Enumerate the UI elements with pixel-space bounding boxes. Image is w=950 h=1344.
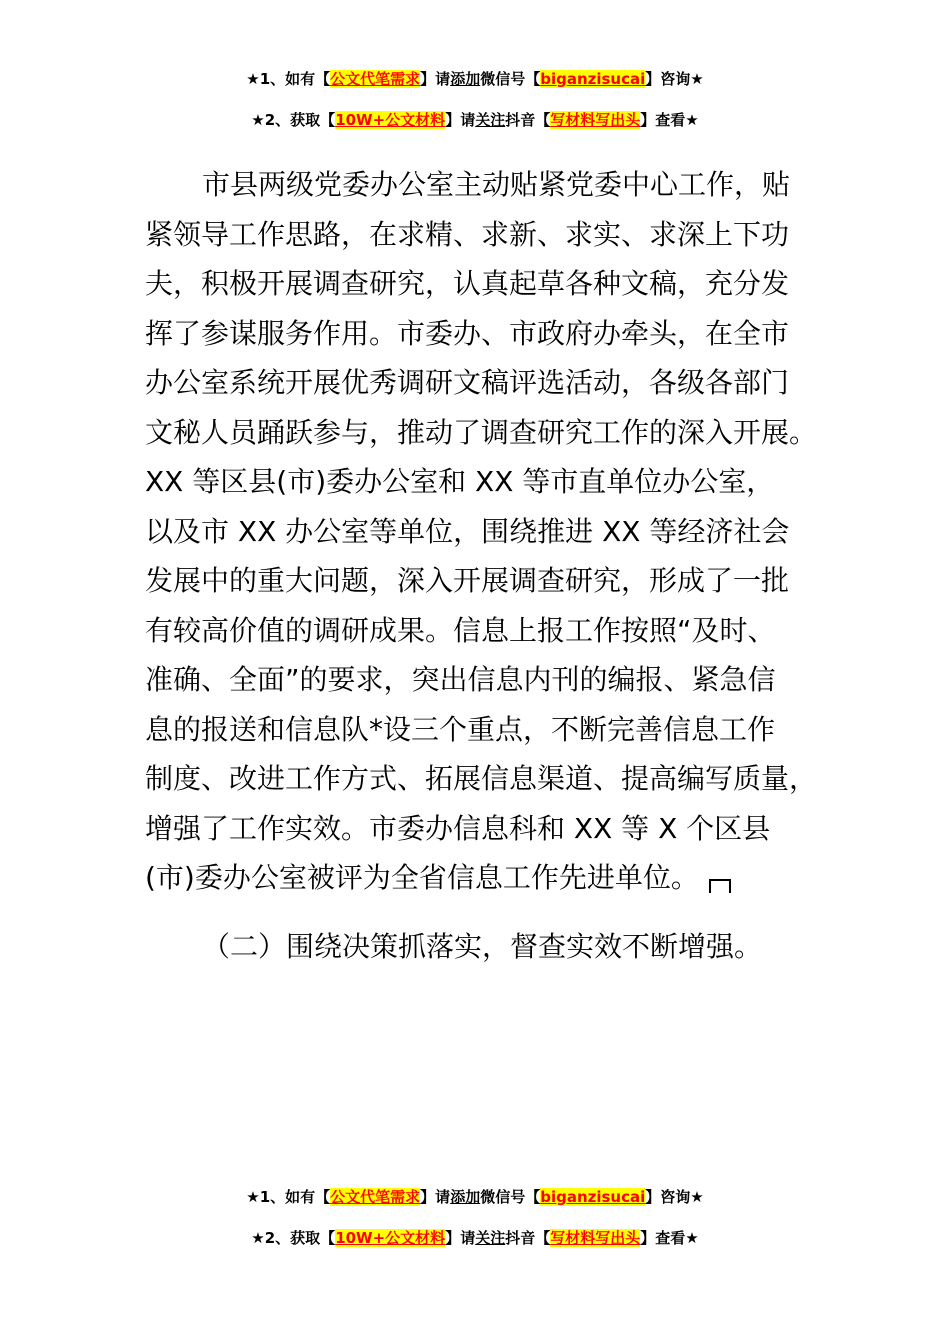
promo-text: ★2、获取【 <box>251 111 336 129</box>
promo-text: 】咨询★ <box>645 1188 704 1206</box>
paragraph-line: 有较高价值的调研成果。信息上报工作按照“及时、 <box>145 613 776 647</box>
promo-text: 】查看★ <box>640 111 699 129</box>
promo-text: ★1、如有【 <box>246 1188 331 1206</box>
promo-text: 】查看★ <box>640 1229 699 1247</box>
header-promo-line-2 <box>0 109 950 131</box>
header-promo-2 <box>0 109 950 131</box>
body-paragraph <box>145 160 835 903</box>
promo-highlight: 写材料写出头 <box>550 111 641 129</box>
promo-highlight: 10W+公文材料 <box>335 1229 446 1247</box>
paragraph-line: XX 等区县(市)委办公室和 XX 等市直单位办公室， <box>145 465 775 498</box>
promo-underline: 关注 <box>475 111 506 129</box>
promo-text: 】请 <box>445 1229 476 1247</box>
promo-highlight: 写材料写出头 <box>550 1229 641 1247</box>
section-heading: （二）围绕决策抓落实，督查实效不断增强。 <box>202 930 763 963</box>
footer-promo-2 <box>0 1227 950 1249</box>
promo-text: 抖音【 <box>505 1229 551 1247</box>
paragraph-line: 发展中的重大问题，深入开展调查研究，形成了一批 <box>145 564 790 597</box>
promo-highlight: biganzisucai <box>540 70 646 88</box>
paragraph-end-mark-icon <box>709 879 731 893</box>
promo-highlight: 10W+公文材料 <box>335 111 446 129</box>
promo-text: 微信号【 <box>480 1188 541 1206</box>
paragraph-line: 息的报送和信息队*设三个重点，不断完善信息工作 <box>145 712 776 746</box>
promo-underline: 添加 <box>450 1188 481 1206</box>
paragraph-line: 制度、改进工作方式、拓展信息渠道、提高编写质量， <box>145 762 818 795</box>
promo-text: 】请 <box>420 1188 451 1206</box>
paragraph-line-last <box>145 853 835 903</box>
promo-underline: 添加 <box>450 70 481 88</box>
paragraph-line: 以及市 XX 办公室等单位，围绕推进 XX 等经济社会 <box>145 514 790 548</box>
promo-highlight: 公文代笔需求 <box>330 70 421 88</box>
header-promo <box>0 68 950 90</box>
header-promo-line-1 <box>0 68 950 90</box>
paragraph-line-text: (市)委办公室被评为全省信息工作先进单位。 <box>145 861 699 894</box>
paragraph-line: 紧领导工作思路，在求精、求新、求实、求深上下功 <box>145 217 790 251</box>
promo-text: 微信号【 <box>480 70 541 88</box>
promo-text: 】请 <box>445 111 476 129</box>
paragraph-line: 夫，积极开展调查研究，认真起草各种文稿，充分发 <box>145 267 790 300</box>
footer-promo-line-2 <box>0 1227 950 1249</box>
promo-text: 】请 <box>420 70 451 88</box>
promo-text: 抖音【 <box>505 111 551 129</box>
promo-text: 】咨询★ <box>645 70 704 88</box>
promo-text: ★1、如有【 <box>246 70 331 88</box>
footer-promo <box>0 1186 950 1208</box>
footer-promo-line-1 <box>0 1186 950 1208</box>
promo-highlight: biganzisucai <box>540 1188 646 1206</box>
promo-underline: 关注 <box>475 1229 506 1247</box>
paragraph-line: 办公室系统开展优秀调研文稿评选活动，各级各部门 <box>145 366 790 399</box>
paragraph-line: 文秘人员踊跃参与，推动了调查研究工作的深入开展。 <box>145 415 818 449</box>
promo-text: ★2、获取【 <box>251 1229 336 1247</box>
paragraph-line: 准确、全面”的要求，突出信息内刊的编报、紧急信 <box>145 663 776 696</box>
promo-highlight: 公文代笔需求 <box>330 1188 421 1206</box>
paragraph-line: 增强了工作实效。市委办信息科和 XX 等 X 个区县 <box>145 811 771 845</box>
paragraph-line: 市县两级党委办公室主动贴紧党委中心工作，贴 <box>202 168 791 201</box>
paragraph-line: 挥了参谋服务作用。市委办、市政府办牵头，在全市 <box>145 316 790 350</box>
